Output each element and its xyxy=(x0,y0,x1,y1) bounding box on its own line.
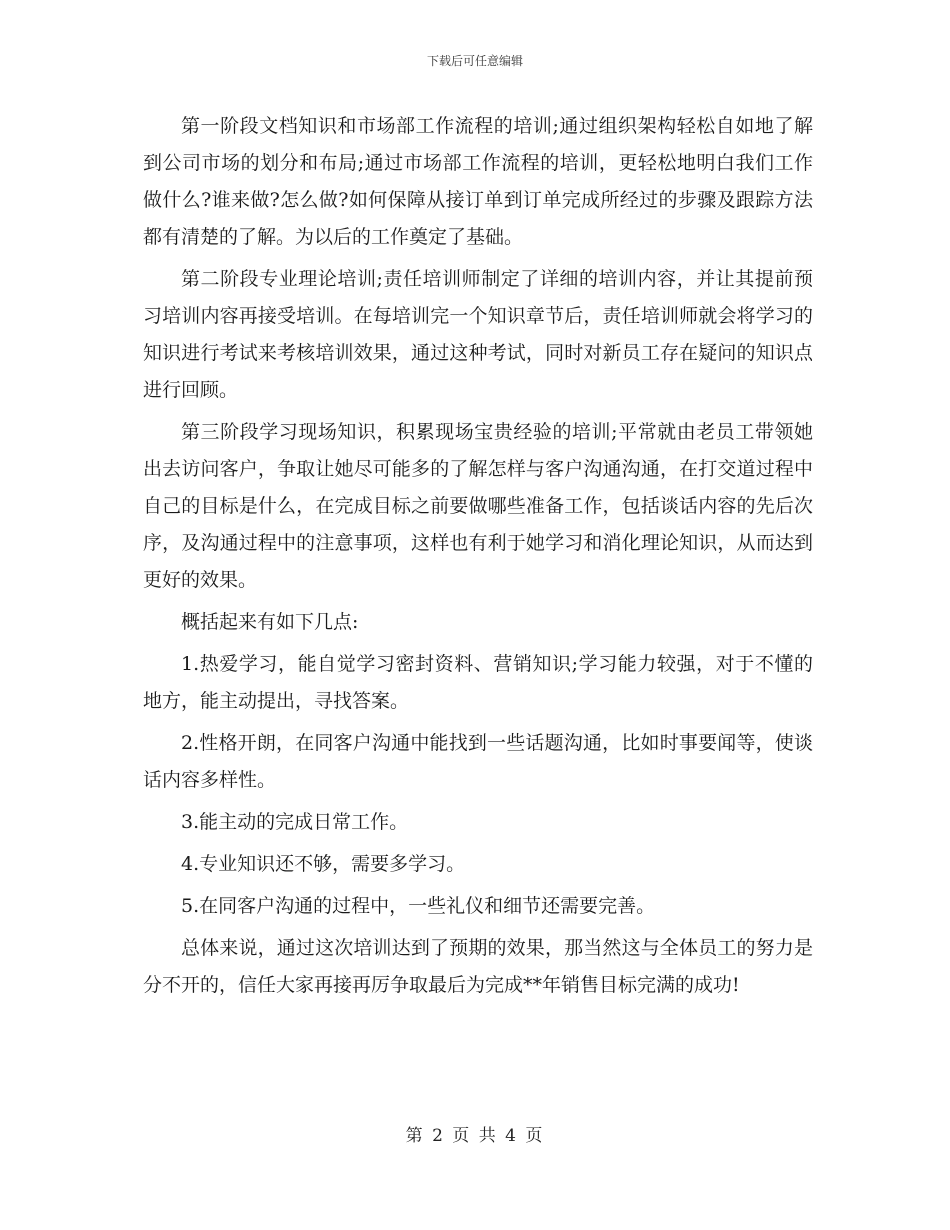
page-number: 第 2 页 共 4 页 xyxy=(405,1126,545,1146)
paragraph-stage-one: 第一阶段文档知识和市场部工作流程的培训;通过组织架构轻松自如地了解到公司市场的划分和布局;通过市场部工作流程的培训，更轻松地明白我们工作做什么?谁来做?怎么做?如何保障从接订单到订单完成所经过的步骤及跟踪方法都有清楚的了解。为以后的工作奠定了基础。 xyxy=(143,115,813,248)
list-item-4: 4.专业知识还不够，需要多学习。 xyxy=(181,853,466,875)
list-item-2: 2.性格开朗，在同客户沟通中能找到一些话题沟通，比如时事要闻等，使谈话内容多样性。 xyxy=(143,732,813,791)
page-header-note: 下载后可任意编辑 xyxy=(426,54,523,68)
paragraph-stage-three: 第三阶段学习现场知识，积累现场宝贵经验的培训;平常就由老员工带领她出去访问客户，争取让她尽可能多的了解怎样与客户沟通沟通，在打交道过程中自己的目标是什么，在完成目标之前要做哪些准备工作，包括谈话内容的先后次序，及沟通过程中的注意事项，这样也有利于她学习和消化理论知识，从而达到更好的效果。 xyxy=(143,421,813,591)
paragraph-conclusion: 总体来说，通过这次培训达到了预期的效果，那当然这与全体员工的努力是分不开的，信任大家再接再厉争取最后为完成**年销售目标完满的成功! xyxy=(143,937,813,996)
list-item-3: 3.能主动的完成日常工作。 xyxy=(181,811,409,833)
paragraph-summary-intro: 概括起来有如下几点: xyxy=(181,611,359,633)
document-body xyxy=(143,108,813,1009)
paragraph-stage-two: 第二阶段专业理论培训;责任培训师制定了详细的培训内容，并让其提前预习培训内容再接受培训。在每培训完一个知识章节后，责任培训师就会将学习的知识进行考试来考核培训效果，通过这种考试，同时对新员工存在疑问的知识点进行回顾。 xyxy=(143,268,813,401)
list-item-5: 5.在同客户沟通的过程中，一些礼仪和细节还需要完善。 xyxy=(181,895,656,917)
list-item-1: 1.热爱学习，能自觉学习密封资料、营销知识;学习能力较强，对于不懂的地方，能主动提出，寻找答案。 xyxy=(143,653,813,712)
